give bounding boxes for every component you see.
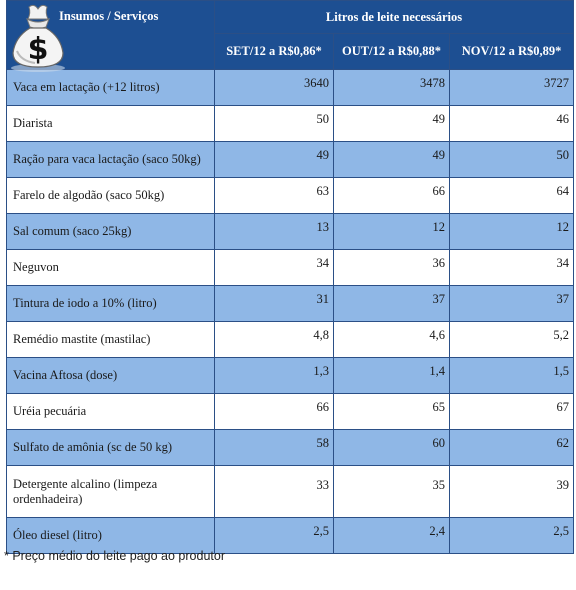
cell-nov: 67 [450, 394, 574, 430]
header-litros: Litros de leite necessários [215, 1, 574, 34]
cell-nov: 64 [450, 178, 574, 214]
table-row [7, 106, 574, 142]
cell-set: 1,3 [215, 358, 334, 394]
cell-nov: 5,2 [450, 322, 574, 358]
table-row [7, 286, 574, 322]
cell-nov: 3727 [450, 70, 574, 106]
cell-out: 60 [334, 430, 450, 466]
row-label: Farelo de algodão (saco 50kg) [7, 178, 215, 214]
header-insumos-label: Insumos / Serviços [59, 9, 159, 23]
cell-out: 36 [334, 250, 450, 286]
row-label: Sal comum (saco 25kg) [7, 214, 215, 250]
cell-out: 1,4 [334, 358, 450, 394]
row-label: Neguvon [7, 250, 215, 286]
cell-out: 12 [334, 214, 450, 250]
table-row [7, 178, 574, 214]
table-row [7, 322, 574, 358]
table-row [7, 70, 574, 106]
cell-nov: 50 [450, 142, 574, 178]
cell-set: 31 [215, 286, 334, 322]
footnote: * Preço médio do leite pago ao produtor [4, 549, 225, 563]
cell-set: 66 [215, 394, 334, 430]
row-label: Uréia pecuária [7, 394, 215, 430]
cell-set: 58 [215, 430, 334, 466]
table-row [7, 250, 574, 286]
row-label: Vaca em lactação (+12 litros) [7, 70, 215, 106]
table-row [7, 358, 574, 394]
header-period-set: SET/12 a R$0,86* [215, 34, 334, 70]
cell-out: 49 [334, 106, 450, 142]
cell-set: 34 [215, 250, 334, 286]
row-label: Diarista [7, 106, 215, 142]
cell-out: 3478 [334, 70, 450, 106]
cell-set: 50 [215, 106, 334, 142]
cell-out: 2,4 [334, 518, 450, 554]
cell-out: 4,6 [334, 322, 450, 358]
row-label: Ração para vaca lactação (saco 50kg) [7, 142, 215, 178]
cell-set: 13 [215, 214, 334, 250]
row-label: Detergente alcalino (limpeza ordenhadeira) [7, 466, 215, 518]
row-label: Óleo diesel (litro) [7, 518, 215, 554]
header-period-nov: NOV/12 a R$0,89* [450, 34, 574, 70]
cell-set: 2,5 [215, 518, 334, 554]
cell-out: 66 [334, 178, 450, 214]
insumos-table [6, 0, 574, 554]
cell-nov: 62 [450, 430, 574, 466]
svg-text:$: $ [27, 32, 49, 67]
cell-out: 35 [334, 466, 450, 518]
row-label: Remédio mastite (mastilac) [7, 322, 215, 358]
cell-set: 63 [215, 178, 334, 214]
header-insumos [7, 1, 215, 70]
cell-nov: 12 [450, 214, 574, 250]
table-row [7, 466, 574, 518]
row-label: Tintura de iodo a 10% (litro) [7, 286, 215, 322]
cell-set: 49 [215, 142, 334, 178]
cell-set: 3640 [215, 70, 334, 106]
cell-nov: 1,5 [450, 358, 574, 394]
cell-nov: 34 [450, 250, 574, 286]
cell-set: 4,8 [215, 322, 334, 358]
table-row [7, 430, 574, 466]
cell-out: 37 [334, 286, 450, 322]
table-row [7, 394, 574, 430]
cell-nov: 46 [450, 106, 574, 142]
table-row [7, 214, 574, 250]
cell-nov: 39 [450, 466, 574, 518]
row-label: Sulfato de amônia (sc de 50 kg) [7, 430, 215, 466]
cell-set: 33 [215, 466, 334, 518]
table-row [7, 142, 574, 178]
row-label: Vacina Aftosa (dose) [7, 358, 215, 394]
cell-nov: 37 [450, 286, 574, 322]
cell-out: 49 [334, 142, 450, 178]
cell-out: 65 [334, 394, 450, 430]
cell-nov: 2,5 [450, 518, 574, 554]
header-period-out: OUT/12 a R$0,88* [334, 34, 450, 70]
